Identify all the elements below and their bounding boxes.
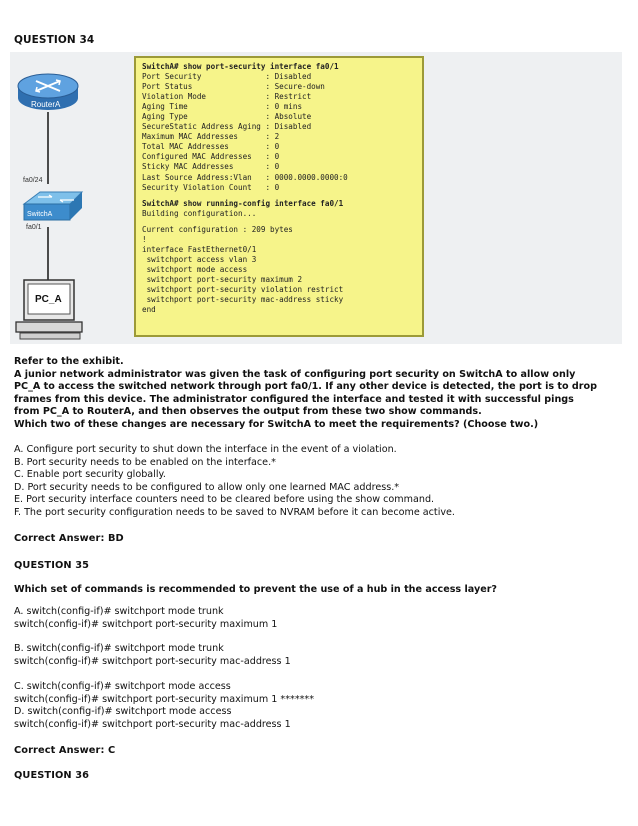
console-line: Security Violation Count : 0 <box>142 182 280 192</box>
console-line: switchport port-security maximum 2 <box>142 274 303 284</box>
answer-option-line: switch(config-if)# switchport port-security maximum 1 ******* <box>14 693 315 705</box>
stem-line: frames from this device. The administrator configured the interface and tested it with successful pings <box>14 393 574 405</box>
show-port-security-output <box>142 62 416 193</box>
answer-option: E. Port security interface counters need to be cleared before using the show command. <box>14 494 435 506</box>
router-label: RouterA <box>31 100 61 109</box>
console-line: end <box>142 305 156 315</box>
question-35-heading: QUESTION 35 <box>14 560 90 571</box>
port-fa0-24-label: fa0/24 <box>23 177 43 184</box>
console-line: Violation Mode : Restrict <box>142 92 312 102</box>
show-running-config-header <box>142 199 416 219</box>
answer-option: B. Port security needs to be enabled on the interface.* <box>14 456 276 468</box>
console-line: Configured MAC Addresses : 0 <box>142 152 280 162</box>
console-line: Aging Type : Absolute <box>142 112 312 122</box>
console-line: SecureStatic Address Aging : Disabled <box>142 122 312 132</box>
question-35-option-a <box>14 606 277 631</box>
running-config-output <box>142 225 416 315</box>
exhibit-figure <box>10 52 622 344</box>
port-fa0-1-label: fa0/1 <box>26 224 42 231</box>
stem-line: PC_A to access the switched network through port fa0/1. If any other device is detected, the port is to drop <box>14 381 597 393</box>
network-topology <box>10 52 134 344</box>
pc-label: PC_A <box>35 294 62 305</box>
answer-option-line: switch(config-if)# switchport port-security mac-address 1 <box>14 655 291 667</box>
stem-line: from PC_A to RouterA, and then observes the output from these two show commands. <box>14 406 482 418</box>
question-35-answer: Correct Answer: C <box>14 745 116 756</box>
answer-option-line: B. switch(config-if)# switchport mode trunk <box>14 643 224 654</box>
question-34-heading: QUESTION 34 <box>14 34 95 46</box>
stem-line: Which two of these changes are necessary for SwitchA to meet the requirements? (Choose two.) <box>14 418 539 430</box>
console-line: interface FastEthernet0/1 <box>142 244 257 254</box>
answer-option-line: A. switch(config-if)# switchport mode trunk <box>14 606 224 617</box>
question-35-options-c-d <box>14 681 314 731</box>
answer-option-line: C. switch(config-if)# switchport mode access <box>14 681 231 692</box>
answer-option-line: D. switch(config-if)# switchport mode access <box>14 706 232 718</box>
answer-option: C. Enable port security globally. <box>14 469 166 481</box>
console-line: Current configuration : 209 bytes <box>142 224 293 234</box>
question-34-answer: Correct Answer: BD <box>14 533 124 544</box>
console-line: Last Source Address:Vlan : 0000.0000.0000:0 <box>142 172 348 182</box>
question-34-options <box>14 444 455 520</box>
console-line: Total MAC Addresses : 0 <box>142 142 280 152</box>
console-line: SwitchA# show running-config interface fa0/1 <box>142 198 344 208</box>
console-line: switchport mode access <box>142 264 248 274</box>
console-line: switchport port-security mac-address sticky <box>142 295 344 305</box>
console-line: Maximum MAC Addresses : 2 <box>142 132 280 142</box>
console-line: switchport port-security violation restrict <box>142 284 344 294</box>
answer-option: D. Port security needs to be configured to allow only one learned MAC address.* <box>14 481 400 493</box>
answer-option: F. The port security configuration needs to be saved to NVRAM before it can become active. <box>14 506 455 518</box>
question-35-text: Which set of commands is recommended to prevent the use of a hub in the access layer? <box>14 584 497 595</box>
console-line: ! <box>142 234 147 244</box>
console-output <box>134 56 424 337</box>
pc-icon <box>16 280 82 339</box>
console-line: Building configuration... <box>142 208 257 218</box>
answer-option: A. Configure port security to shut down the interface in the event of a violation. <box>14 444 397 455</box>
answer-option-line: switch(config-if)# switchport port-security maximum 1 <box>14 618 278 630</box>
console-line: Port Status : Secure-down <box>142 82 325 92</box>
console-line: switchport access vlan 3 <box>142 254 257 264</box>
question-34-stem <box>14 356 597 432</box>
question-36-heading: QUESTION 36 <box>14 770 90 781</box>
question-35-option-b <box>14 643 291 668</box>
console-line: Port Security : Disabled <box>142 72 312 82</box>
answer-option-line: switch(config-if)# switchport port-security mac-address 1 <box>14 718 291 730</box>
console-line: Sticky MAC Addresses : 0 <box>142 162 280 172</box>
console-line: Aging Time : 0 mins <box>142 102 303 112</box>
console-line: SwitchA# show port-security interface fa0/1 <box>142 62 339 71</box>
stem-line: A junior network administrator was given the task of configuring port security on SwitchA to allow only <box>14 368 576 380</box>
switch-label: SwitchA <box>27 211 53 218</box>
stem-line: Refer to the exhibit. <box>14 356 124 367</box>
